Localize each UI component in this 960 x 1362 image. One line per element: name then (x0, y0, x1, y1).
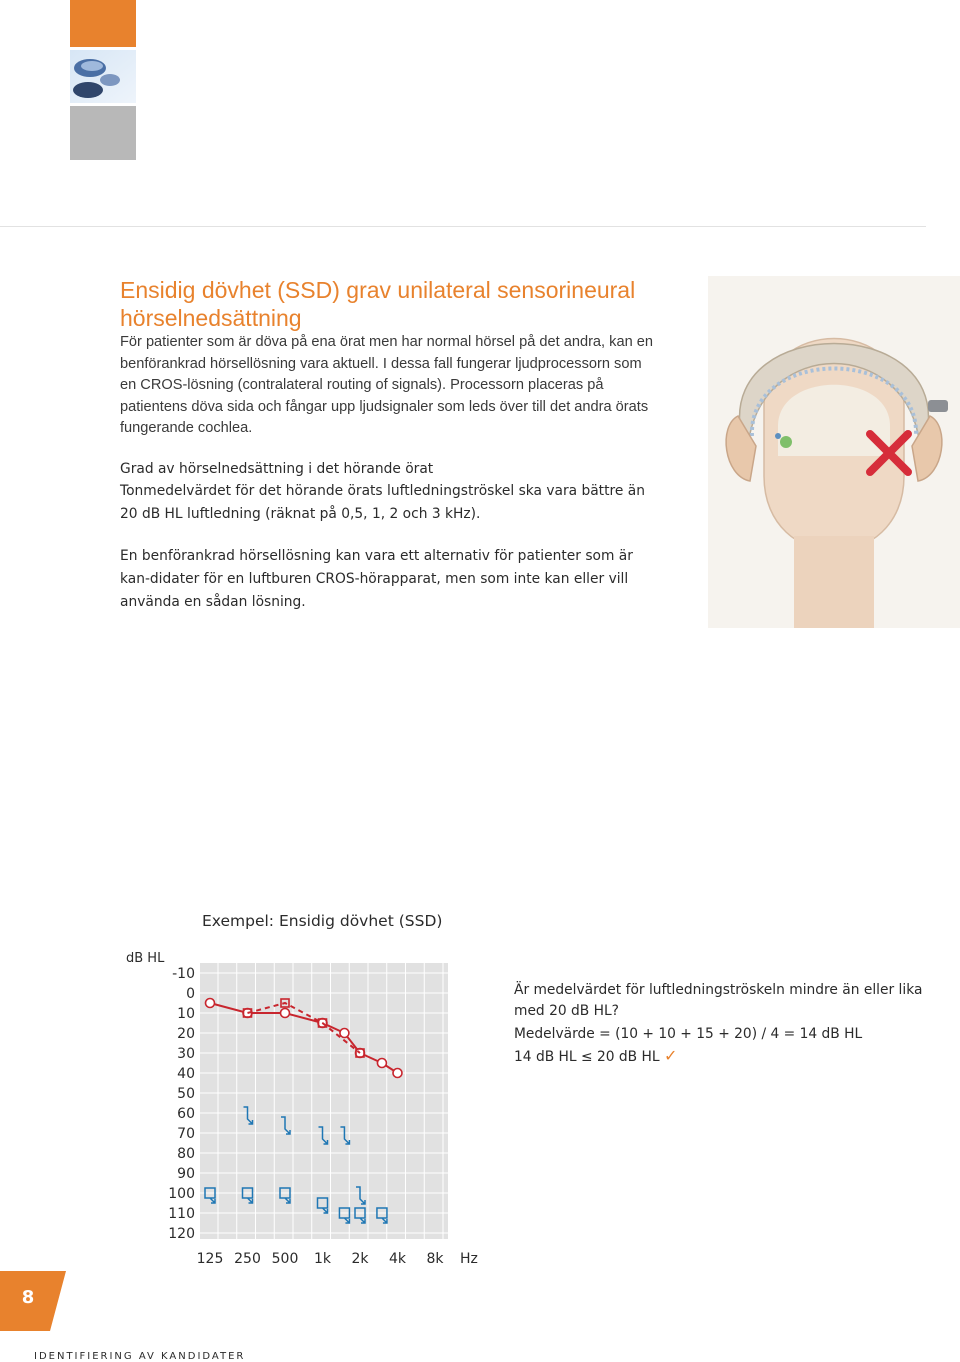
page-title: Ensidig dövhet (SSD) grav unilateral sensorineural hörselnedsättning (120, 277, 636, 331)
y-tick-label: 10 (177, 1006, 195, 1022)
gray-tab-shape (70, 106, 136, 160)
footer-section-label: IDENTIFIERING AV KANDIDATER (34, 1351, 246, 1362)
chart-title: Exempel: Ensidig dövhet (SSD) (202, 912, 443, 930)
y-tick-label: 80 (177, 1146, 195, 1162)
y-tick-label: 50 (177, 1086, 195, 1102)
y-tick-label: 0 (186, 986, 195, 1002)
y-tick-label: 120 (168, 1226, 195, 1242)
mean-calculation: Medelvärde = (10 + 10 + 15 + 20) / 4 = 14 dB HL (514, 1026, 863, 1042)
air-conduction-point (377, 1059, 386, 1068)
x-tick-labels (197, 1251, 445, 1267)
processor-photo-tab (70, 50, 136, 103)
alternative-paragraph: En benförankrad hörsellösning kan vara ett alternativ för patienter som är kan-didater för en luftburen CROS-hörapparat, men som inte kan eller vill använda en sådan lösning. (120, 548, 633, 610)
y-tick-label: 40 (177, 1066, 195, 1082)
y-tick-label: 60 (177, 1106, 195, 1122)
y-tick-label: 70 (177, 1126, 195, 1142)
air-conduction-point (281, 1009, 290, 1018)
x-tick-label: 8k (426, 1251, 444, 1267)
air-conduction-point (393, 1069, 402, 1078)
x-tick-label: 500 (271, 1251, 299, 1267)
air-conduction-point (340, 1029, 349, 1038)
header-rule (0, 226, 926, 227)
mean-result: 14 dB HL ≤ 20 dB HL (514, 1049, 660, 1065)
x-tick-label: 1k (313, 1251, 332, 1267)
audiogram-chart (120, 945, 490, 1275)
section-heading: Grad av hörselnedsättning i det hörande örat (120, 461, 434, 477)
y-tick-label: 100 (168, 1186, 195, 1202)
y-tick-label: 90 (177, 1166, 195, 1182)
y-tick-label: 110 (168, 1206, 195, 1222)
air-conduction-point (206, 999, 215, 1008)
x-tick-label: 2k (351, 1251, 369, 1267)
y-tick-label: 20 (177, 1026, 195, 1042)
mean-question: Är medelvärdet för luftledningströskeln mindre än eller lika med 20 dB HL? (514, 982, 923, 1019)
orange-tab-shape (70, 0, 136, 47)
y-tick-labels (168, 966, 195, 1242)
check-icon: ✓ (663, 1046, 678, 1065)
section-paragraph: Tonmedelvärdet för det hörande örats luftledningströskel ska vara bättre än 20 dB HL luftledning (räknat på 0,5, 1, 2 och 3 kHz). (120, 483, 645, 522)
x-tick-label: 125 (196, 1251, 224, 1267)
intro-paragraph: För patienter som är döva på ena örat men har normal hörsel på det andra, kan en benförankrad hörsellösning vara aktuell. I dessa fall fungerar ljudprocessorn som en CROS-lösning (contralateral routing of signals). Processorn placeras på patientens döva sida och fångar upp ljudsignaler som leds över till det andra örats fungerande cochlea. (120, 334, 653, 436)
x-tick-label: 4k (388, 1251, 407, 1267)
head-illustration (708, 276, 960, 628)
x-axis-unit: Hz (460, 1251, 478, 1267)
y-tick-label: 30 (177, 1046, 195, 1062)
x-tick-label: 250 (234, 1251, 261, 1267)
mean-result-row (514, 1045, 677, 1068)
y-tick-label: -10 (172, 966, 195, 982)
page-number: 8 (21, 1287, 35, 1308)
y-axis-label: dB HL (126, 951, 165, 966)
